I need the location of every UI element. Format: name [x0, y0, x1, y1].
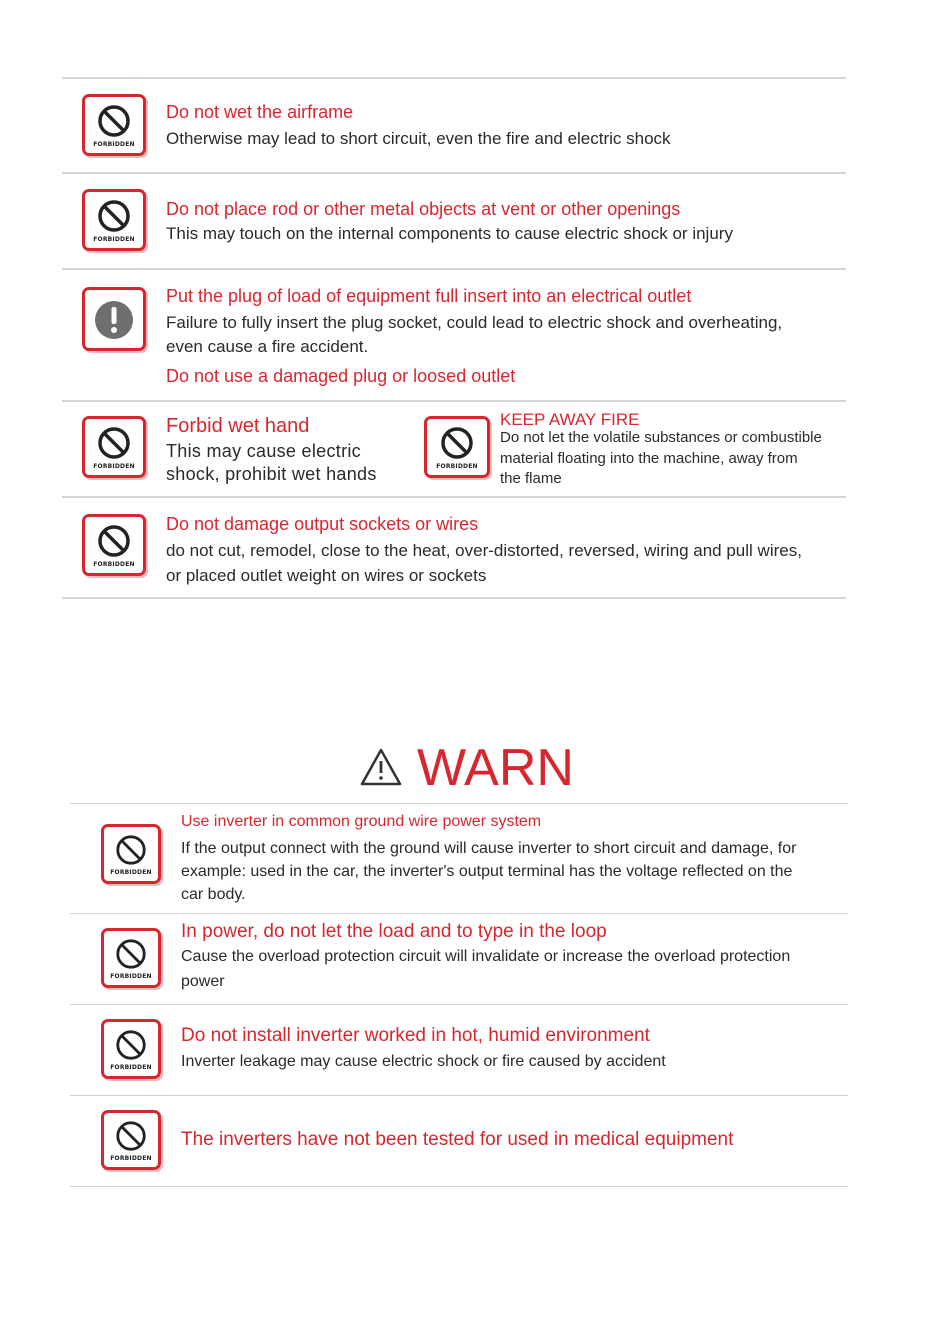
warning-triangle-icon: [359, 747, 403, 787]
exclamation-icon: [93, 299, 135, 341]
item-body: Do not let the volatile substances or combustible: [500, 429, 822, 446]
divider: [70, 1186, 848, 1187]
forbidden-badge: [101, 824, 161, 884]
forbidden-badge: [101, 1019, 161, 1079]
warn-item-title: Use inverter in common ground wire power system: [181, 813, 542, 830]
forbidden-icon: [96, 425, 132, 461]
badge-caption: FORBIDDEN: [93, 141, 135, 148]
warn-item-body: car body.: [181, 886, 246, 903]
forbidden-icon: [114, 937, 148, 971]
caution-badge: [82, 287, 146, 351]
forbidden-badge: [82, 416, 146, 478]
divider: [70, 1004, 848, 1005]
item-body: This may touch on the internal components to cause electric shock or injury: [166, 224, 733, 243]
divider: [70, 1095, 848, 1096]
badge-caption: FORBIDDEN: [110, 869, 152, 876]
item-body: shock, prohibit wet hands: [166, 464, 377, 484]
item-body: even cause a fire accident.: [166, 337, 369, 356]
warn-item-body: Inverter leakage may cause electric shock or fire caused by accident: [181, 1053, 666, 1070]
forbidden-icon: [96, 198, 132, 234]
forbidden-icon: [96, 523, 132, 559]
badge-caption: FORBIDDEN: [436, 463, 478, 470]
item-title: Forbid wet hand: [166, 415, 310, 437]
badge-caption: FORBIDDEN: [93, 236, 135, 243]
forbidden-badge: [101, 928, 161, 988]
forbidden-icon: [114, 1028, 148, 1062]
divider: [62, 597, 846, 599]
forbidden-badge: [101, 1110, 161, 1170]
forbidden-icon: [114, 833, 148, 867]
forbidden-icon: [439, 425, 475, 461]
forbidden-badge: [82, 189, 146, 251]
item-title: Do not place rod or other metal objects at vent or other openings: [166, 199, 681, 219]
forbidden-icon: [114, 1119, 148, 1153]
divider: [62, 268, 846, 270]
item-body: do not cut, remodel, close to the heat, over-distorted, reversed, wiring and pull wires,: [166, 541, 802, 560]
forbidden-badge: [82, 94, 146, 156]
warn-item-body: If the output connect with the ground will cause inverter to short circuit and damage, for: [181, 840, 797, 857]
badge-caption: FORBIDDEN: [110, 973, 152, 980]
item-body: Failure to fully insert the plug socket, could lead to electric shock and overheating,: [166, 313, 783, 332]
item-note: Do not use a damaged plug or loosed outlet: [166, 366, 516, 386]
warn-item-body: example: used in the car, the inverter's output terminal has the voltage reflected on the: [181, 863, 793, 880]
forbidden-badge: [82, 514, 146, 576]
item-title: Do not wet the airframe: [166, 102, 354, 122]
divider: [70, 803, 848, 804]
item-body: Otherwise may lead to short circuit, even the fire and electric shock: [166, 129, 671, 148]
item-body: the flame: [500, 470, 562, 487]
divider: [62, 400, 846, 402]
warn-item-body: Cause the overload protection circuit will invalidate or increase the overload protection: [181, 948, 791, 965]
warn-heading: [0, 740, 933, 796]
item-title: Put the plug of load of equipment full insert into an electrical outlet: [166, 286, 692, 306]
badge-caption: FORBIDDEN: [110, 1064, 152, 1071]
divider: [62, 496, 846, 498]
badge-caption: FORBIDDEN: [110, 1155, 152, 1162]
warn-item-title: The inverters have not been tested for used in medical equipment: [181, 1129, 734, 1150]
item-body: or placed outlet weight on wires or sockets: [166, 566, 487, 585]
divider: [62, 172, 846, 174]
warn-item-title: In power, do not let the load and to type in the loop: [181, 921, 607, 942]
warn-item-body: power: [181, 973, 225, 990]
forbidden-badge: [424, 416, 490, 478]
forbidden-icon: [96, 103, 132, 139]
item-title: KEEP AWAY FIRE: [500, 410, 640, 429]
item-body: material floating into the machine, away from: [500, 450, 798, 467]
divider: [70, 913, 848, 914]
warn-heading-text: WARN: [417, 739, 574, 797]
item-title: Do not damage output sockets or wires: [166, 514, 479, 534]
divider: [62, 77, 846, 79]
item-body: This may cause electric: [166, 441, 361, 461]
badge-caption: FORBIDDEN: [93, 561, 135, 568]
badge-caption: FORBIDDEN: [93, 463, 135, 470]
warn-item-title: Do not install inverter worked in hot, humid environment: [181, 1025, 650, 1046]
